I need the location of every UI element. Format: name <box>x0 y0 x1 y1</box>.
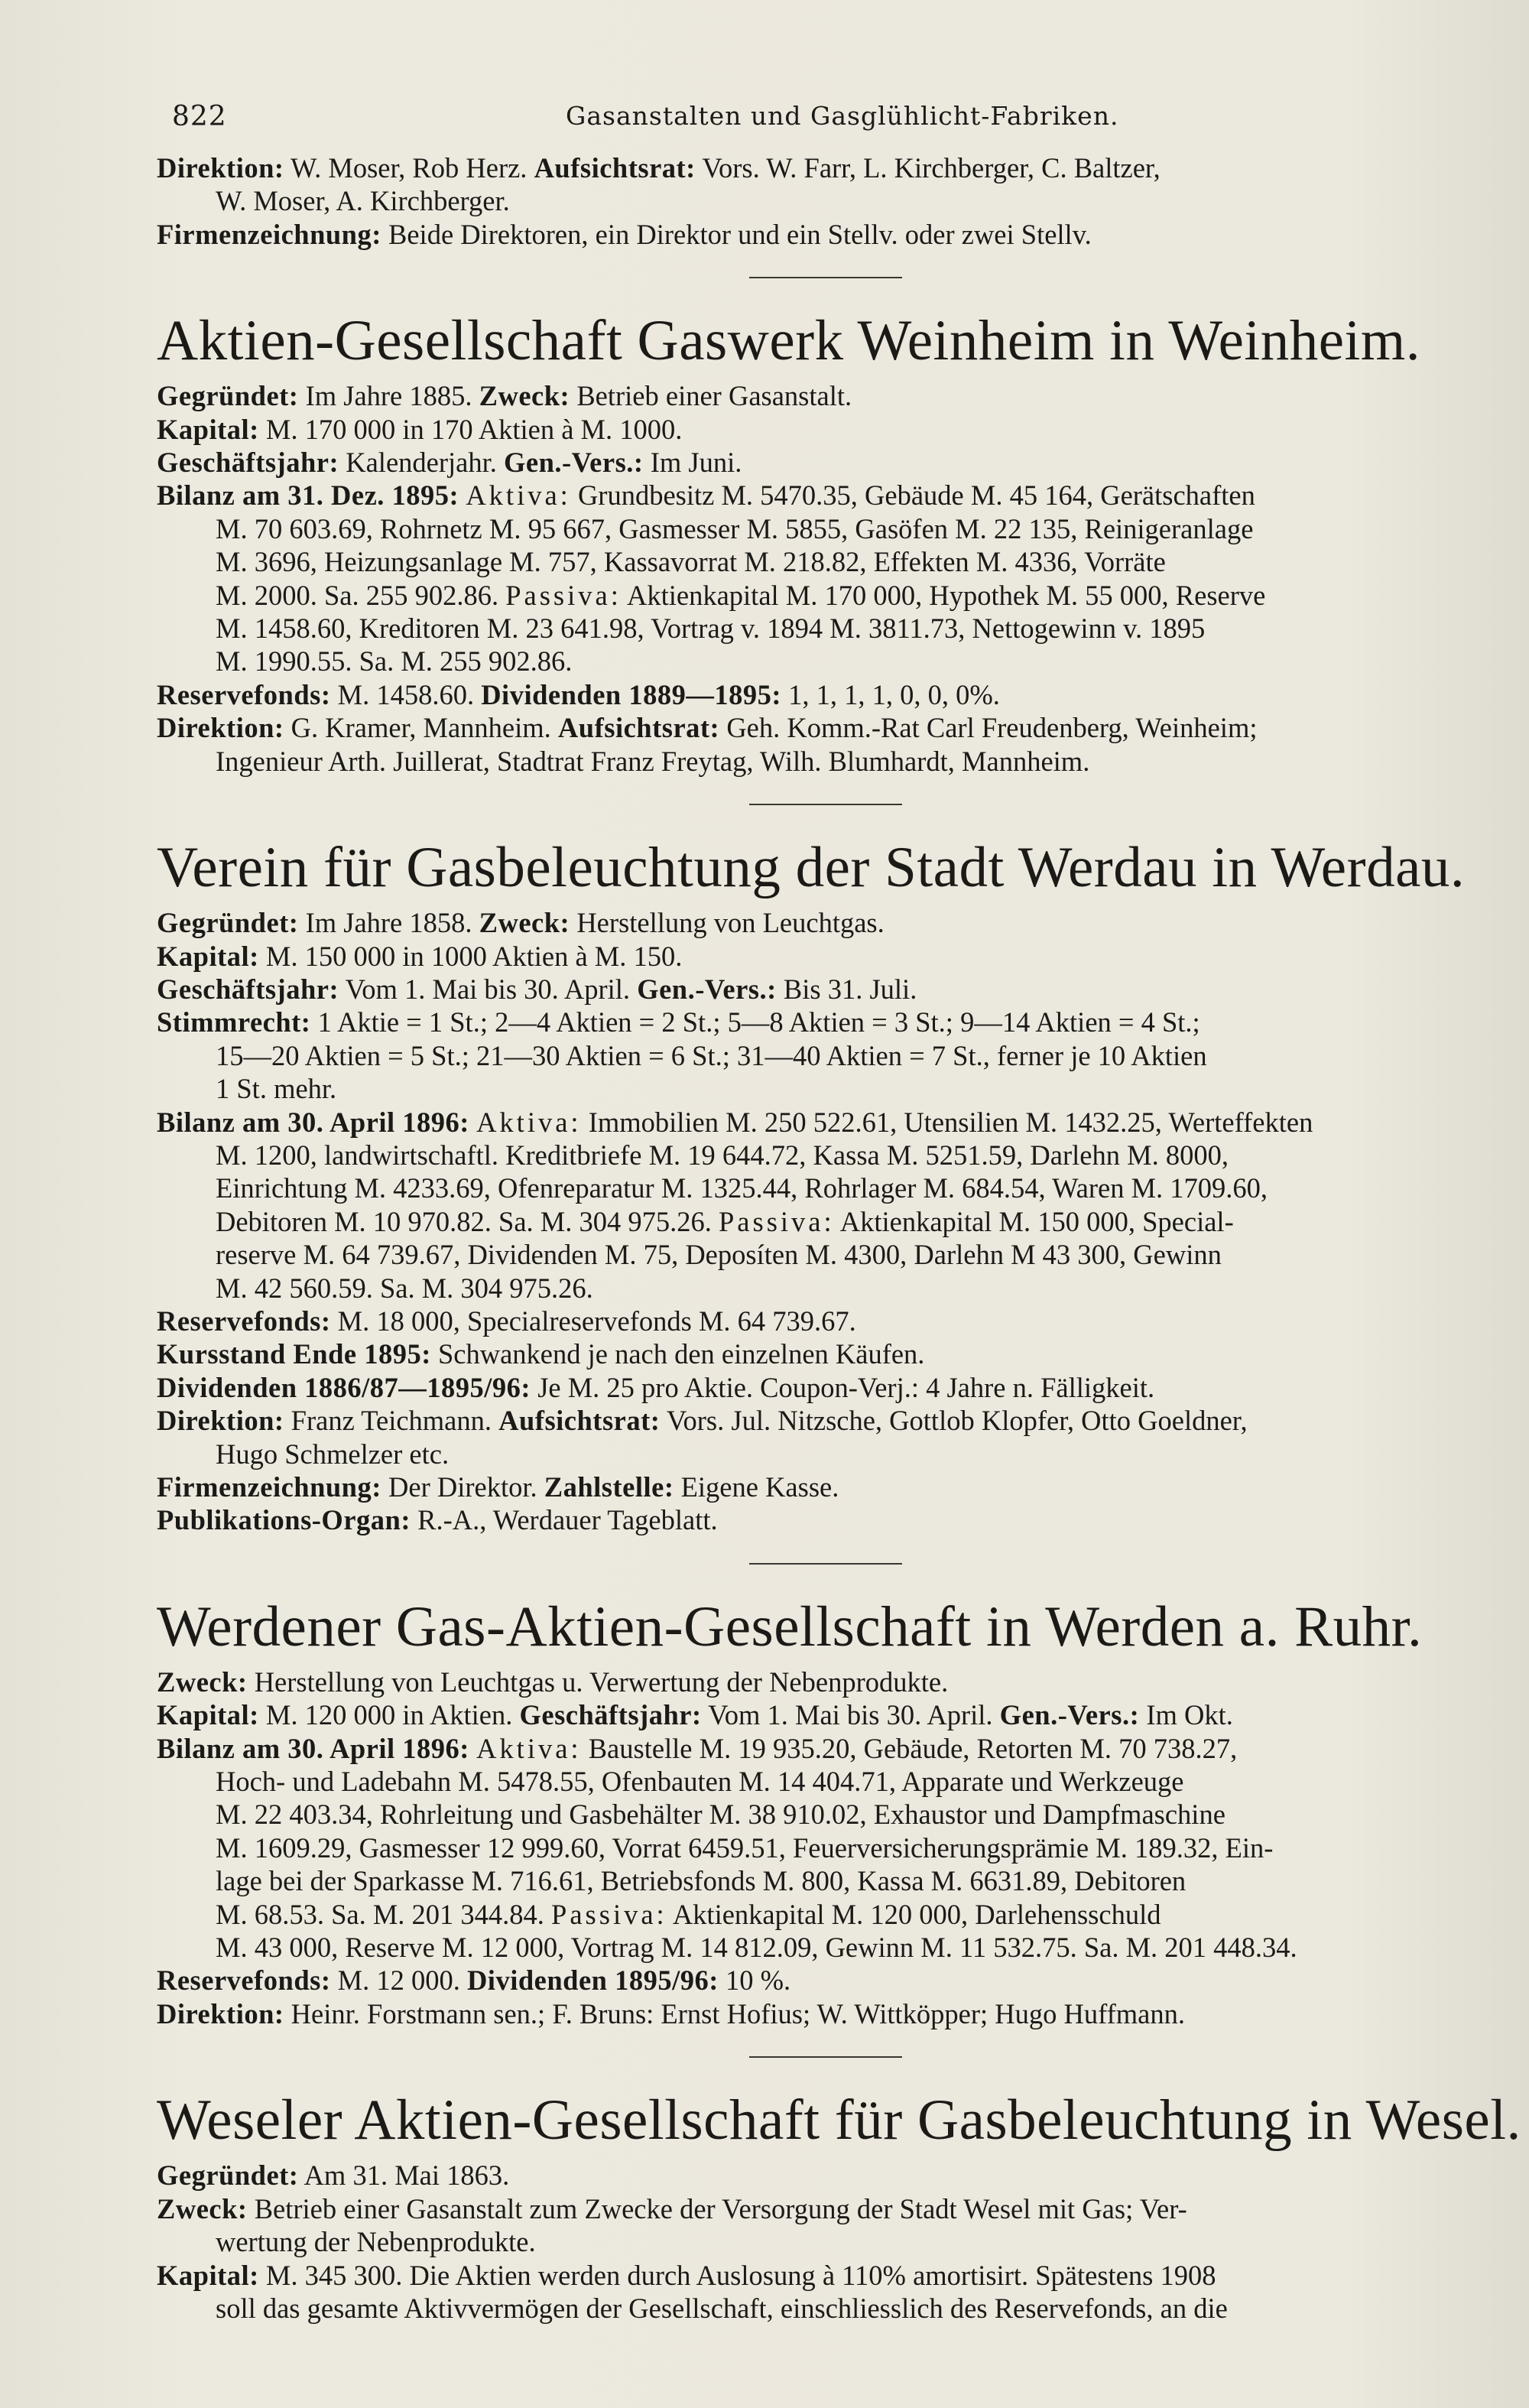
wesel-zweck <box>157 2192 1498 2259</box>
field-value: Vors. W. Farr, L. Kirchberger, C. Baltzer, W. Moser, A. Kirchberger. <box>216 152 1161 217</box>
field-label: Gegründet: <box>157 2159 299 2192</box>
field-value: R.-A., Werdauer Tageblatt. <box>417 1504 718 1536</box>
page-number: 822 <box>172 101 227 132</box>
field-value: 1 Aktie = 1 St.; 2—4 Aktien = 2 St.; 5—8 Aktien = 3 St.; 9—14 Aktien = 4 St.; 15—20 Aktien = 5 St.; 21—30 Aktien = 6 St.; 31—40 Aktien = 7 St., ferner je 10 Aktien 1 St. mehr. <box>216 1006 1207 1105</box>
werdau-gegruendet <box>157 906 1498 939</box>
field-label: Reservefonds: <box>157 1305 331 1337</box>
field-value: Vom 1. Mai bis 30. April. <box>345 973 631 1005</box>
intro-direktion <box>157 151 1498 218</box>
field-value: Vors. Jul. Nitzsche, Gottlob Klopfer, Otto Goeldner, Hugo Schmelzer etc. <box>216 1405 1248 1470</box>
field-value: G. Kramer, Mannheim. <box>291 712 551 744</box>
weinheim-geschaeftsjahr <box>157 446 1498 479</box>
field-value: Betrieb einer Gasanstalt zum Zwecke der Versorgung der Stadt Wesel mit Gas; Ver- wertung der Nebenprodukte. <box>216 2192 1187 2258</box>
werdau-publikation <box>157 1503 1498 1536</box>
field-value: Am 31. Mai 1863. <box>304 2159 510 2192</box>
field-value: M. 345 300. Die Aktien werden durch Auslosung à 110% amortisirt. Spätestens 1908 soll das gesamte Aktivvermögen der Gesellschaft, einschliesslich des Reservefonds, an die <box>216 2259 1228 2324</box>
werden-kapital <box>157 1698 1498 1731</box>
field-value: M. 120 000 in Aktien. <box>265 1699 513 1731</box>
weinheim-bilanz <box>157 479 1498 678</box>
weinheim-gegruendet <box>157 379 1498 412</box>
wesel-kapital <box>157 2259 1498 2325</box>
field-value: Im Jahre 1885. <box>305 380 472 412</box>
field-label: Kapital: <box>157 2259 259 2291</box>
field-label: Zahlstelle: <box>544 1471 674 1503</box>
field-label: Gen.-Vers.: <box>637 973 777 1005</box>
passiva-label: Passiva: <box>551 1898 667 1930</box>
aktiva-label: Aktiva: <box>466 479 571 512</box>
field-value: Betrieb einer Gasanstalt. <box>576 380 852 412</box>
field-label: Kapital: <box>157 940 259 972</box>
field-value: 1, 1, 1, 1, 0, 0, 0%. <box>788 678 1000 710</box>
field-value: Herstellung von Leuchtgas. <box>576 907 885 939</box>
section-divider <box>749 804 902 805</box>
field-label: Direktion: <box>157 712 284 744</box>
werdau-geschaeftsjahr <box>157 973 1498 1006</box>
werdau-kapital <box>157 940 1498 973</box>
company-werden <box>157 1592 1498 2030</box>
field-label: Direktion: <box>157 152 284 184</box>
field-label: Kapital: <box>157 413 259 445</box>
werdau-reservefonds <box>157 1305 1498 1337</box>
field-label: Geschäftsjahr: <box>157 447 339 479</box>
field-value: Baustelle M. 19 935.20, Gebäude, Retorten M. 70 738.27, Hoch- und Ladebahn M. 5478.55, Ofenbauten M. 14 404.71, Apparate und Werkzeuge M. 22 403.34, Rohrleitung und Gasbehälter M. 38 910.02, Exhaustor und Dampfmaschine M. 1609.29, Gasmesser 12 999.60, Vorrat 6459.51, Feuerversicherungsprämie M. 189.32, Ein- lage bei der Sparkasse M. 716.61, Betriebsfonds M. 800, Kassa M. 6631.89, Debitoren M. 68.53. Sa. M. 201 344.84. <box>216 1732 1274 1930</box>
field-value: W. Moser, Rob Herz. <box>291 152 528 184</box>
werdau-direktion <box>157 1404 1498 1470</box>
field-value: M. 150 000 in 1000 Aktien à M. 150. <box>265 940 683 972</box>
field-label: Gen.-Vers.: <box>504 447 644 479</box>
werdau-firmenzeichnung <box>157 1470 1498 1503</box>
company-title: Werdener Gas-Aktien-Gesellschaft in Werden a. Ruhr. <box>157 1594 1423 1659</box>
company-title: Aktien-Gesellschaft Gaswerk Weinheim in Weinheim. <box>157 309 1420 373</box>
field-value: Aktienkapital M. 170 000, Hypothek M. 55 000, Reserve M. 1458.60, Kreditoren M. 23 641.98, Vortrag v. 1894 M. 3811.73, Nettogewinn v. 1895 M. 1990.55. Sa. M. 255 902.86. <box>216 579 1266 678</box>
field-label: Reservefonds: <box>157 678 331 710</box>
field-label: Zweck: <box>157 2192 248 2224</box>
field-value: Franz Teichmann. <box>291 1405 492 1437</box>
company-title: Verein für Gasbeleuchtung der Stadt Werdau in Werdau. <box>157 836 1466 900</box>
field-label: Zweck: <box>479 907 570 939</box>
field-label: Firmenzeichnung: <box>157 218 381 250</box>
werdau-kursstand <box>157 1337 1498 1370</box>
field-label: Firmenzeichnung: <box>157 1471 381 1503</box>
field-value: M. 18 000, Specialreservefonds M. 64 739.67. <box>337 1305 856 1337</box>
werden-zweck <box>157 1665 1498 1698</box>
field-value: Kalenderjahr. <box>346 447 497 479</box>
field-label: Gegründet: <box>157 907 299 939</box>
passiva-label: Passiva: <box>505 579 622 611</box>
intro-section <box>157 151 1498 251</box>
field-value: Aktienkapital M. 120 000, Darlehensschuld M. 43 000, Reserve M. 12 000, Vortrag M. 14 812.09, Gewinn M. 11 532.75. Sa. M. 201 448.34. <box>216 1898 1297 1964</box>
field-label: Geschäftsjahr: <box>519 1699 702 1731</box>
field-label: Aufsichtsrat: <box>498 1405 661 1437</box>
field-label: Kapital: <box>157 1699 259 1731</box>
field-label: Direktion: <box>157 1405 284 1437</box>
weinheim-kapital <box>157 413 1498 446</box>
field-label: Geschäftsjahr: <box>157 973 339 1005</box>
field-label: Publikations-Organ: <box>157 1504 411 1536</box>
field-value: M. 12 000. <box>337 1964 460 1997</box>
werdau-bilanz <box>157 1106 1498 1305</box>
field-label: Zweck: <box>479 380 570 412</box>
werden-direktion <box>157 1997 1498 2030</box>
field-label: Dividenden 1889—1895: <box>481 678 781 710</box>
aktiva-label: Aktiva: <box>476 1106 582 1138</box>
field-label: Bilanz am 30. April 1896: <box>157 1732 469 1764</box>
werdau-stimmrecht <box>157 1006 1498 1105</box>
field-label: Bilanz am 30. April 1896: <box>157 1106 469 1138</box>
field-label: Stimmrecht: <box>157 1006 311 1038</box>
field-value: Im Jahre 1858. <box>305 907 472 939</box>
field-value: Aktienkapital M. 150 000, Special- reserve M. 64 739.67, Dividenden M. 75, Deposíten M. 4300, Darlehn M 43 300, Gewinn M. 42 560.59. Sa. M. 304 975.26. <box>216 1205 1234 1304</box>
section-divider <box>749 277 902 278</box>
aktiva-label: Aktiva: <box>476 1732 582 1764</box>
field-label: Dividenden 1895/96: <box>466 1964 719 1997</box>
company-weinheim <box>157 306 1498 778</box>
field-value: Grundbesitz M. 5470.35, Gebäude M. 45 164, Gerätschaften M. 70 603.69, Rohrnetz M. 95 667, Gasmesser M. 5855, Gasöfen M. 22 135, Reinigeranlage M. 3696, Heizungsanlage M. 757, Kassavorrat M. 218.82, Effekten M. 4336, Vorräte M. 2000. Sa. 255 902.86. <box>216 479 1255 611</box>
company-title: Weseler Aktien-Gesellschaft für Gasbeleuchtung in Wesel. <box>157 2088 1521 2153</box>
field-label: Aufsichtsrat: <box>534 152 696 184</box>
wesel-gegruendet <box>157 2159 1498 2192</box>
field-label: Aufsichtsrat: <box>557 712 720 744</box>
field-value: Immobilien M. 250 522.61, Utensilien M. 1432.25, Werteffekten M. 1200, landwirtschaftl. Kreditbriefe M. 19 644.72, Kassa M. 5251.59, Darlehn M. 8000, Einrichtung M. 4233.69, Ofenreparatur M. 1325.44, Rohrlager M. 684.54, Waren M. 1709.60, Debitoren M. 10 970.82. Sa. M. 304 975.26. <box>216 1106 1313 1237</box>
field-value: Eigene Kasse. <box>680 1471 839 1503</box>
werden-bilanz <box>157 1732 1498 1964</box>
field-label: Dividenden 1886/87—1895/96: <box>157 1371 531 1403</box>
section-divider <box>749 1563 902 1565</box>
werden-reservefonds <box>157 1964 1498 1997</box>
section-divider <box>749 2056 902 2058</box>
intro-firmenzeichnung <box>157 218 1498 251</box>
passiva-label: Passiva: <box>718 1205 835 1237</box>
field-label: Direktion: <box>157 1997 284 2029</box>
field-label: Kursstand Ende 1895: <box>157 1338 431 1370</box>
company-werdau <box>157 833 1498 1537</box>
field-value: M. 170 000 in 170 Aktien à M. 1000. <box>265 413 683 445</box>
field-value: Der Direktor. <box>388 1471 537 1503</box>
field-label: Reservefonds: <box>157 1964 331 1997</box>
running-title: Gasanstalten und Gasglühlicht-Fabriken. <box>566 101 1119 131</box>
field-label: Zweck: <box>157 1665 248 1698</box>
company-wesel <box>157 2085 1521 2325</box>
weinheim-direktion <box>157 711 1498 778</box>
field-value: Im Juni. <box>650 447 742 479</box>
field-value: Heinr. Forstmann sen.; F. Bruns: Ernst Hofius; W. Wittköpper; Hugo Huffmann. <box>291 1997 1185 2029</box>
werdau-dividenden <box>157 1371 1498 1404</box>
field-value: Geh. Komm.-Rat Carl Freudenberg, Weinheim; Ingenieur Arth. Juillerat, Stadtrat Franz Freytag, Wilh. Blumhardt, Mannheim. <box>216 712 1258 777</box>
field-value: Vom 1. Mai bis 30. April. <box>708 1699 993 1731</box>
field-value: Beide Direktoren, ein Direktor und ein Stellv. oder zwei Stellv. <box>388 218 1092 250</box>
field-value: Schwankend je nach den einzelnen Käufen. <box>437 1338 925 1370</box>
field-value: M. 1458.60. <box>337 678 475 710</box>
running-header <box>157 90 1498 151</box>
weinheim-reservefonds <box>157 678 1498 711</box>
field-value: Herstellung von Leuchtgas u. Verwertung der Nebenprodukte. <box>254 1665 949 1698</box>
field-label: Bilanz am 31. Dez. 1895: <box>157 479 459 512</box>
field-label: Gen.-Vers.: <box>999 1699 1140 1731</box>
field-label: Gegründet: <box>157 380 299 412</box>
field-value: Im Okt. <box>1146 1699 1233 1731</box>
field-value: 10 %. <box>726 1964 791 1997</box>
field-value: Je M. 25 pro Aktie. Coupon-Verj.: 4 Jahre n. Fälligkeit. <box>537 1371 1155 1403</box>
field-value: Bis 31. Juli. <box>783 973 917 1005</box>
